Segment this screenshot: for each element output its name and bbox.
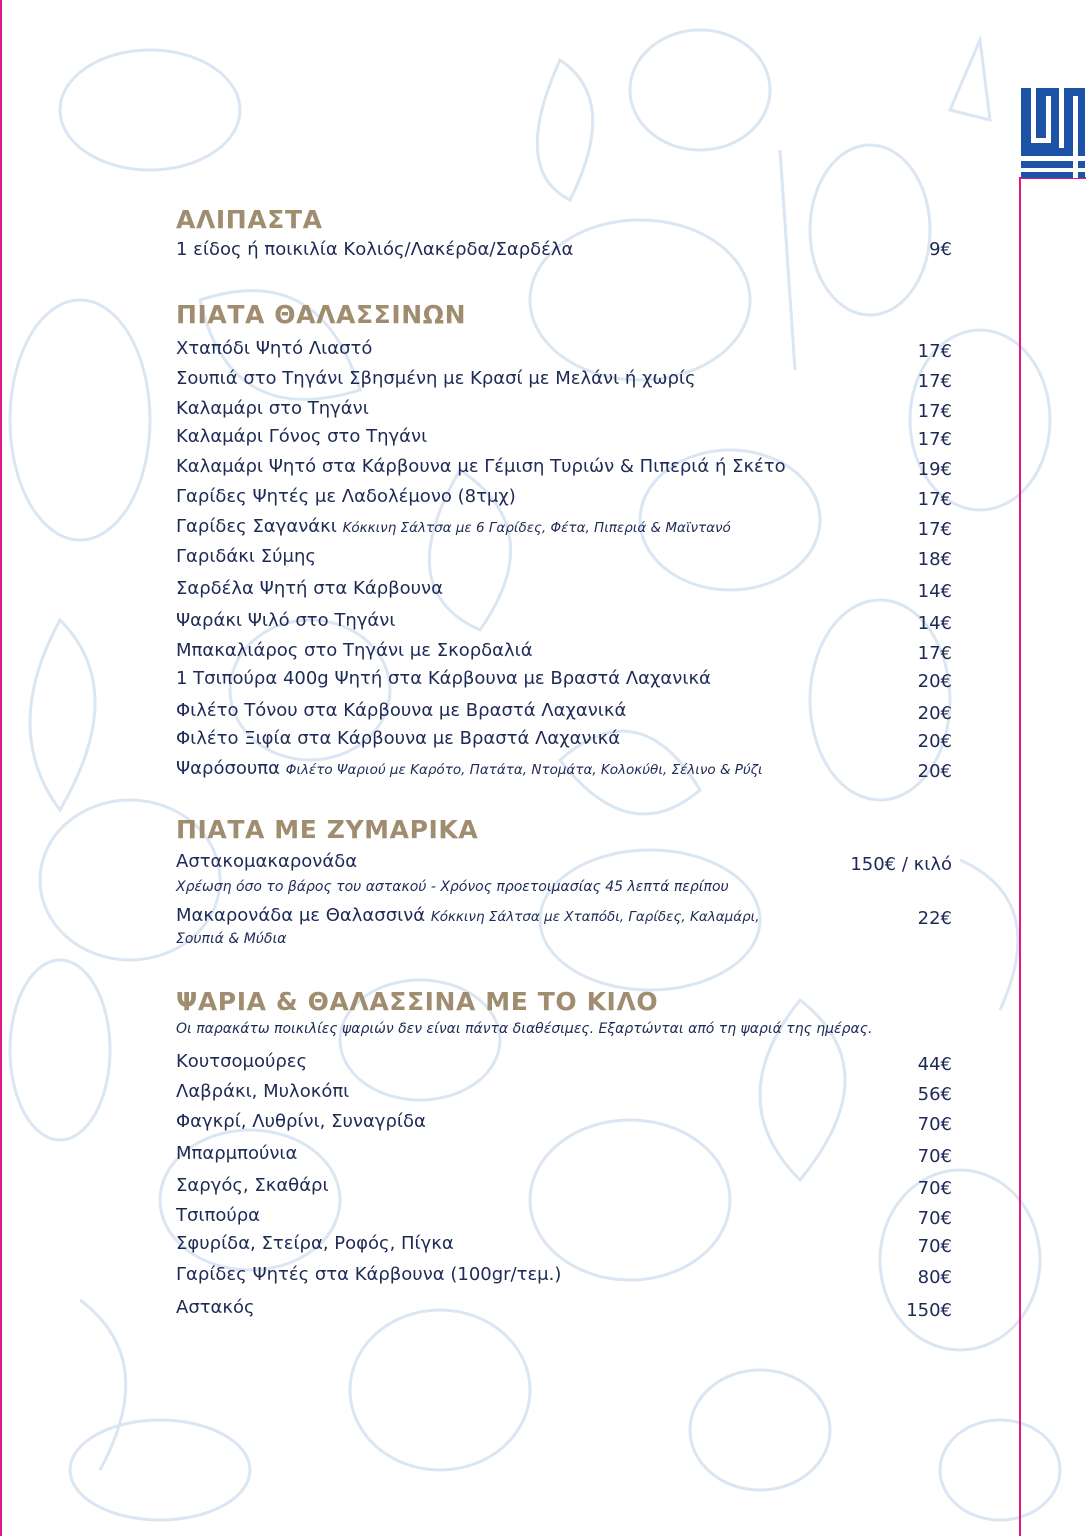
availability-note: Οι παρακάτω ποικιλίες ψαριών δεν είναι πάντα διαθέσιμες. Εξαρτώνται από τη ψαριά της ημέρας. [176, 1021, 873, 1037]
menu-item [176, 484, 952, 514]
item-name: Γαρίδες Ψητές στα Κάρβουνα (100gr/τεμ.) [176, 1264, 562, 1285]
menu-item [176, 424, 952, 454]
section-fish-by-kilo [176, 987, 952, 1325]
item-price: 19€ [917, 459, 952, 480]
menu-item [176, 336, 952, 366]
item-note: Χρέωση όσο το βάρος του αστακού - Χρόνος προετοιμασίας 45 λεπτά περίπου [176, 879, 729, 895]
item-price: 70€ [917, 1178, 952, 1199]
item-price: 150€ [906, 1300, 952, 1321]
item-name: Χταπόδι Ψητό Λιαστό [176, 338, 373, 359]
menu-item [176, 237, 952, 267]
menu-item [176, 576, 952, 608]
item-name: Ψαράκι Ψιλό στο Τηγάνι [176, 610, 396, 631]
item-name: Σαργός, Σκαθάρι [176, 1175, 329, 1196]
item-price: 17€ [917, 489, 952, 510]
item-price: 22€ [917, 908, 952, 929]
menu-item [176, 638, 952, 666]
section-alipasta [176, 205, 952, 267]
item-price: 20€ [917, 671, 952, 692]
item-name: Γαρίδες Ψητές με Λαδολέμονο (8τμχ) [176, 486, 516, 507]
menu-item [176, 1295, 952, 1325]
page-frame-right [1019, 178, 1021, 1536]
item-price: 17€ [917, 519, 952, 540]
menu-item [176, 1231, 952, 1262]
menu-item [176, 1079, 952, 1109]
item-price: 150€ / κιλό [850, 854, 952, 875]
item-price: 70€ [917, 1236, 952, 1257]
item-name: Φιλέτο Ξιφία στα Κάρβουνα με Βραστά Λαχανικά [176, 728, 621, 749]
item-name [176, 756, 763, 783]
item-name: Αστακομακαρονάδα [176, 851, 358, 872]
menu-item [176, 1262, 952, 1295]
item-price: 70€ [917, 1208, 952, 1229]
item-price: 17€ [917, 341, 952, 362]
menu-item [176, 903, 952, 927]
menu-item [176, 698, 952, 726]
item-price: 44€ [917, 1054, 952, 1075]
item-price: 56€ [917, 1084, 952, 1105]
item-price: 70€ [917, 1146, 952, 1167]
menu-item [176, 756, 952, 786]
item-name: Μπαρμπούνια [176, 1143, 298, 1164]
item-price: 20€ [917, 761, 952, 782]
item-price: 17€ [917, 643, 952, 664]
item-name [176, 903, 760, 930]
page-frame-left [0, 0, 2, 1536]
item-description-continued: Σουπιά & Μύδια [176, 931, 287, 947]
item-name: Σαρδέλα Ψητή στα Κάρβουνα [176, 578, 443, 599]
greek-key-logo [1021, 88, 1085, 178]
section-title: ΨΑΡΙΑ & ΘΑΛΑΣΣΙΝΑ ΜΕ ΤΟ ΚΙΛΟ [176, 987, 659, 1016]
item-price: 14€ [917, 613, 952, 634]
section-title: ΠΙΑΤΑ ΜΕ ΖΥΜΑΡΙΚΑ [176, 815, 479, 844]
item-name: Καλαμάρι Γόνος στο Τηγάνι [176, 426, 428, 447]
item-name: Τσιπούρα [176, 1205, 261, 1226]
menu-item [176, 366, 952, 396]
item-name: Σουπιά στο Τηγάνι Σβησμένη με Κρασί με Μελάνι ή χωρίς [176, 368, 696, 389]
item-price: 70€ [917, 1114, 952, 1135]
item-title: Ψαρόσουπα [176, 758, 281, 779]
item-name: 1 Τσιπούρα 400g Ψητή στα Κάρβουνα με Βραστά Λαχανικά [176, 668, 711, 689]
item-name: Κουτσομούρες [176, 1051, 308, 1072]
item-title: Μακαρονάδα με Θαλασσινά [176, 905, 426, 926]
item-name: Φιλέτο Τόνου στα Κάρβουνα με Βραστά Λαχανικά [176, 700, 627, 721]
item-price: 20€ [917, 731, 952, 752]
item-name [176, 514, 731, 541]
menu-item [176, 396, 952, 424]
menu-item [176, 666, 952, 698]
menu-item [176, 454, 952, 484]
section-title: ΑΛΙΠΑΣΤΑ [176, 205, 323, 234]
item-name: Γαριδάκι Σύμης [176, 546, 316, 567]
menu-item [176, 1173, 952, 1203]
item-name: Καλαμάρι Ψητό στα Κάρβουνα με Γέμιση Τυριών & Πιπεριά ή Σκέτο [176, 456, 786, 477]
item-description: Κόκκινη Σάλτσα με Χταπόδι, Γαρίδες, Καλαμάρι, [430, 909, 760, 925]
item-name: Αστακός [176, 1297, 255, 1318]
menu-item [176, 726, 952, 756]
menu-item [176, 1141, 952, 1173]
item-price: 80€ [917, 1267, 952, 1288]
item-name: Λαβράκι, Μυλοκόπι [176, 1081, 350, 1102]
menu-item [176, 514, 952, 544]
menu-item [176, 544, 952, 576]
item-price: 14€ [917, 581, 952, 602]
item-price: 9€ [929, 239, 952, 260]
section-pasta-dishes [176, 815, 952, 951]
menu-item [176, 1049, 952, 1079]
item-price: 17€ [917, 401, 952, 422]
item-name: Μπακαλιάρος στο Τηγάνι με Σκορδαλιά [176, 640, 533, 661]
item-price: 20€ [917, 703, 952, 724]
section-title: ΠΙΑΤΑ ΘΑΛΑΣΣΙΝΩΝ [176, 300, 467, 329]
menu-item [176, 608, 952, 638]
item-name: Σφυρίδα, Στείρα, Ροφός, Πίγκα [176, 1233, 454, 1254]
section-seafood-dishes [176, 300, 952, 786]
menu-item [176, 1109, 952, 1141]
menu-item [176, 849, 952, 875]
item-name: Φαγκρί, Λυθρίνι, Συναγρίδα [176, 1111, 426, 1132]
item-description: Φιλέτο Ψαριού με Καρότο, Πατάτα, Ντομάτα, Κολοκύθι, Σέλινο & Ρύζι [285, 762, 763, 778]
item-price: 18€ [917, 549, 952, 570]
item-title: Γαρίδες Σαγανάκι [176, 516, 337, 537]
item-name: Καλαμάρι στο Τηγάνι [176, 398, 369, 419]
item-description: Κόκκινη Σάλτσα με 6 Γαρίδες, Φέτα, Πιπεριά & Μαϊντανό [342, 520, 731, 536]
item-price: 17€ [917, 429, 952, 450]
menu-item [176, 1203, 952, 1231]
item-name: 1 είδος ή ποικιλία Κολιός/Λακέρδα/Σαρδέλα [176, 239, 574, 260]
item-price: 17€ [917, 371, 952, 392]
